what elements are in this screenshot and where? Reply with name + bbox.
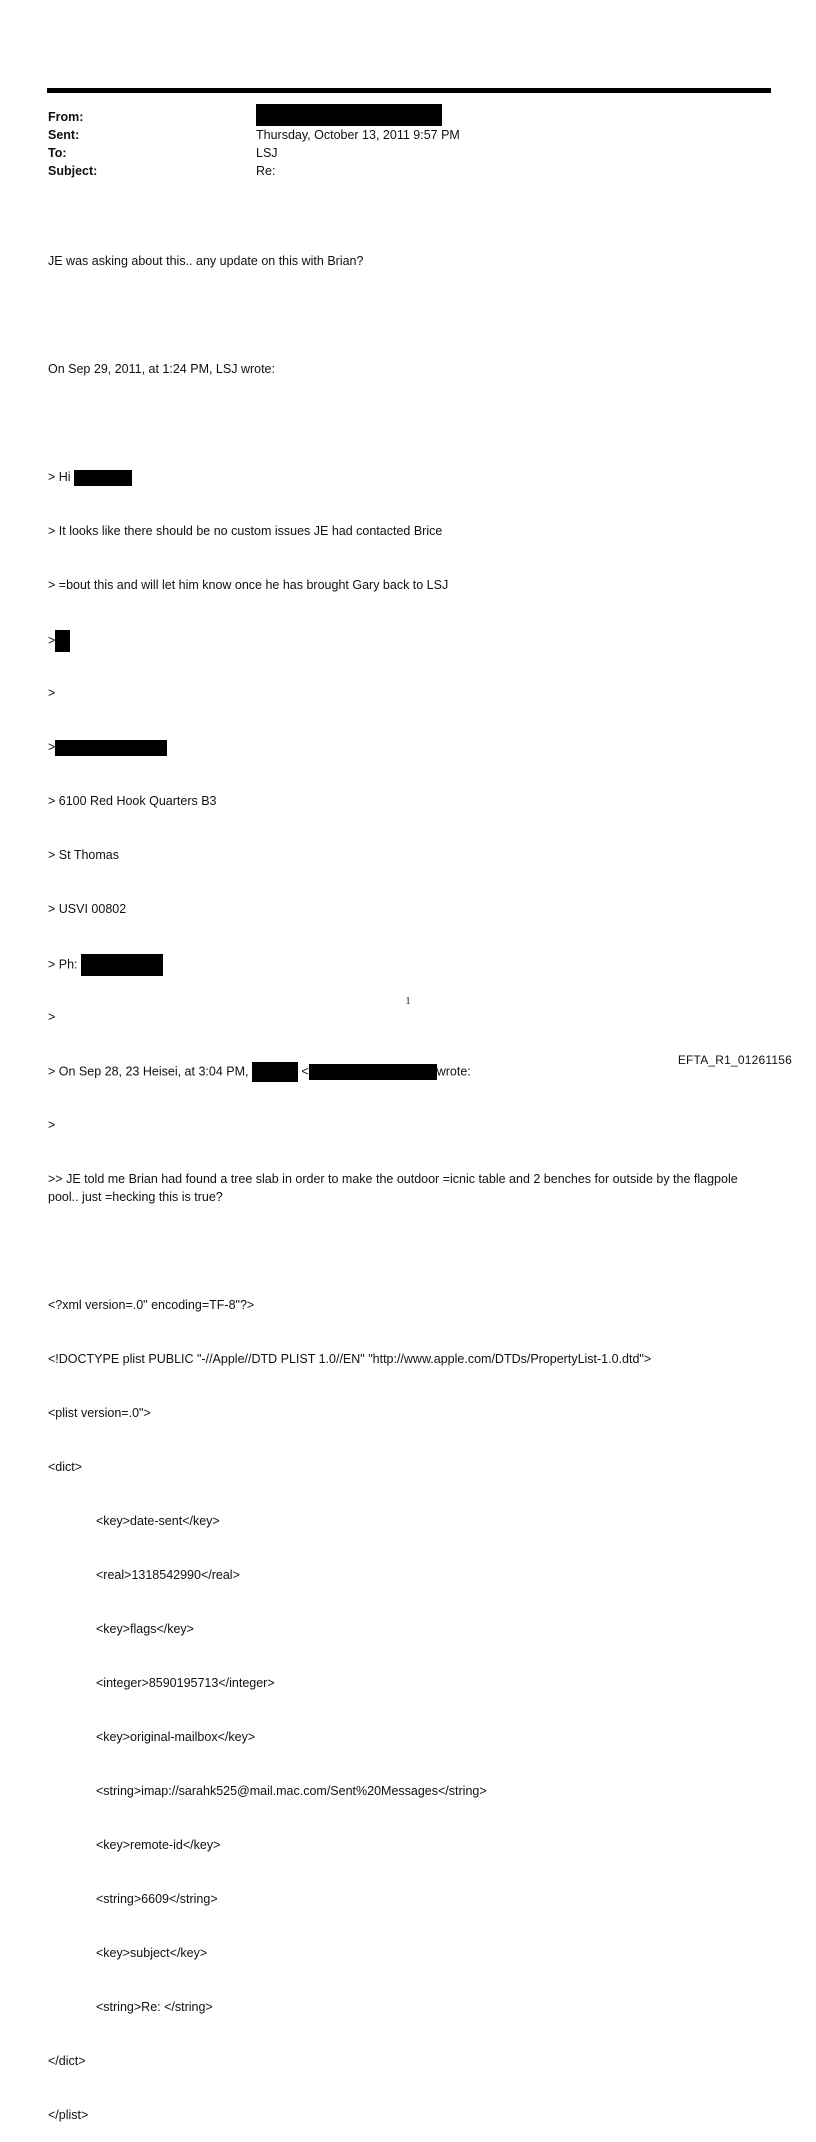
plist-line: </plist> [48,2108,89,2122]
email-body [48,216,768,2142]
plist-line: <string>imap://sarahk525@mail.mac.com/Sent%20Messages</string> [96,1784,487,1798]
spacer [48,414,768,432]
redaction-box [55,630,70,652]
quoted-line [48,468,768,486]
plist-line: <real>1318542990</real> [96,1568,240,1582]
body-line: On Sep 29, 2011, at 1:24 PM, LSJ wrote: [48,362,275,376]
redaction-box [81,954,163,976]
quoted-line [48,630,768,648]
quoted-line [48,954,768,972]
quoted-line: > [48,1118,56,1132]
quoted-line: > [48,1010,56,1024]
quoted-line: > It looks like there should be no custom issues JE had contacted Brice [48,524,443,538]
subject-label: Subject: [48,164,98,178]
plist-line: <string>6609</string> [96,1892,218,1906]
quoted-line: > USVI 00802 [48,902,127,916]
redaction-box [55,740,167,756]
quoted-text: > On Sep 28, 23 Heisei, at 3:04 PM, [48,1064,252,1079]
bates-number: EFTA_R1_01261156 [677,1053,792,1067]
sent-label: Sent: [48,128,80,142]
header-rule [47,88,771,93]
quoted-line: >> JE told me Brian had found a tree slab in order to make the outdoor =icnic table and 2 benches for outside by the flagpole pool.. just =hecking this is true? [48,1172,738,1204]
quoted-line [48,738,768,756]
redaction-box [74,470,132,486]
to-label: To: [48,146,67,160]
quoted-text: wrote: [436,1064,471,1079]
page-number: 1 [405,996,411,1007]
redaction-box [256,104,442,126]
plist-line: <?xml version=.0" encoding=TF-8"?> [48,1298,255,1312]
plist-line: <key>flags</key> [96,1622,194,1636]
quoted-text: > [48,633,56,648]
redaction-box [252,1062,298,1082]
plist-line: <string>Re: </string> [96,2000,213,2014]
plist-line: <!DOCTYPE plist PUBLIC "-//Apple//DTD PLIST 1.0//EN" "http://www.apple.com/DTDs/PropertyList-1.0.dtd"> [48,1352,652,1366]
spacer [48,1242,768,1260]
quoted-text: > Hi [48,470,75,484]
plist-line: <key>original-mailbox</key> [96,1730,256,1744]
plist-line: <key>subject</key> [96,1946,208,1960]
quoted-line: > 6100 Red Hook Quarters B3 [48,794,217,808]
quoted-text: > Ph: [48,957,82,972]
from-value-redacted [256,104,442,126]
quoted-line: > =bout this and will let him know once he has brought Gary back to LSJ [48,578,449,592]
quoted-line [48,1062,768,1080]
plist-line: <plist version=.0"> [48,1406,151,1420]
quoted-text: < [297,1064,309,1079]
quoted-line: > [48,686,56,700]
plist-line: <dict> [48,1460,83,1474]
body-line: JE was asking about this.. any update on this with Brian? [48,254,364,268]
plist-line: <integer>8590195713</integer> [96,1676,275,1690]
quoted-line: > St Thomas [48,848,119,862]
sent-value: Thursday, October 13, 2011 9:57 PM [256,128,460,142]
plist-line: </dict> [48,2054,86,2068]
from-label: From: [48,110,84,124]
plist-line: <key>date-sent</key> [96,1514,220,1528]
spacer [48,306,768,324]
subject-value: Re: [256,164,276,178]
to-value: LSJ [256,146,278,160]
quoted-text: > [48,740,56,754]
redaction-box [309,1064,437,1080]
plist-line: <key>remote-id</key> [96,1838,221,1852]
